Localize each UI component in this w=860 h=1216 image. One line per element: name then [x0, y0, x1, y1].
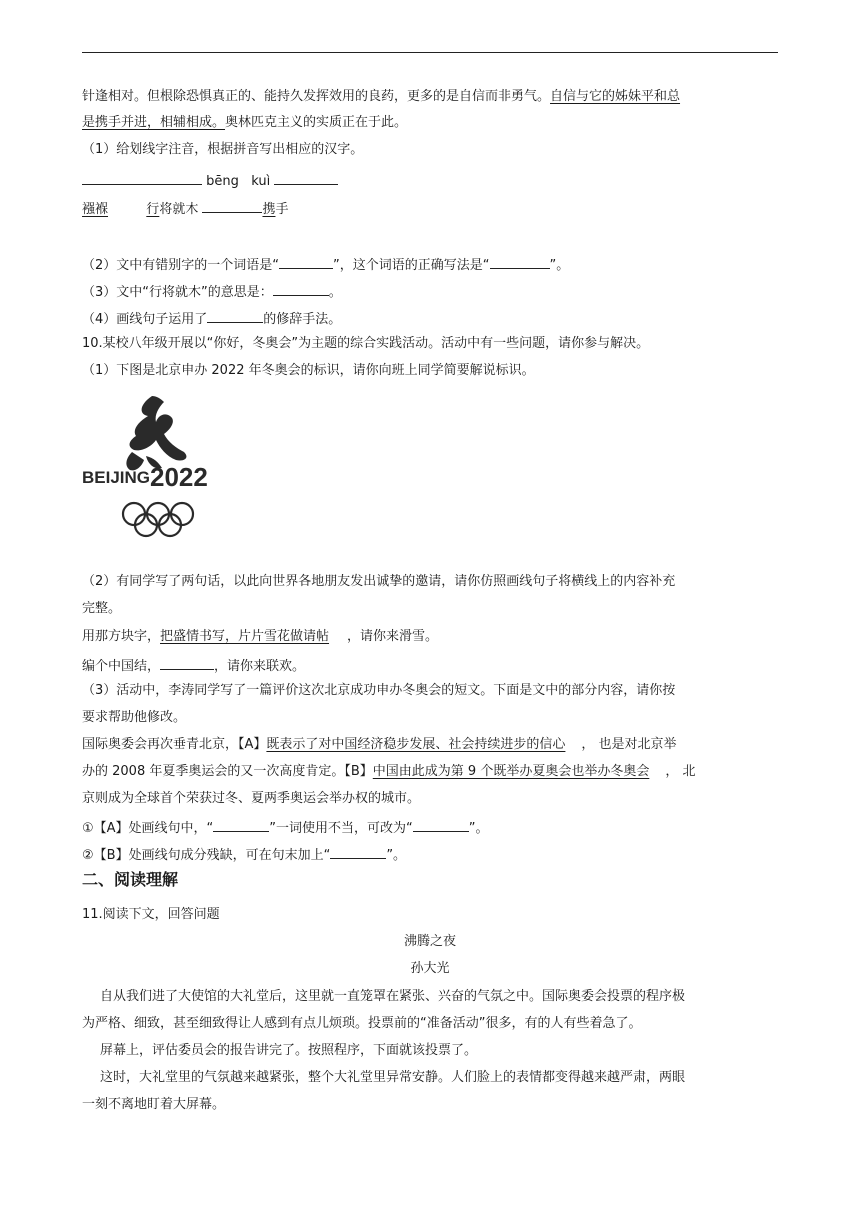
q9-underlined-sentence-end: 是携手并进，相辅相成。: [82, 115, 226, 130]
answer-blank[interactable]: [160, 655, 214, 670]
word-text: 手: [275, 202, 289, 217]
header-rule: [82, 52, 778, 53]
q10-text-line2: [82, 763, 695, 781]
q11-stem: 11.阅读下文，回答问题: [82, 907, 220, 922]
q10-text-line1: [82, 736, 677, 754]
q10-text: 国际奥委会再次垂青北京，【A】: [82, 737, 267, 752]
q10-text: 办的 2008 年夏季奥运会的又一次高度肯定。【B】: [82, 764, 373, 779]
olympic-rings-icon: [123, 503, 193, 536]
sentence-text: ，请你来联欢。: [214, 659, 306, 674]
q10-sentence1: [82, 628, 438, 646]
article-paragraph1-line2: 为严格、细致，甚至细致得让人感到有点儿烦琐。投票前的“准备活动”很多，有的人有些着急了。: [82, 1016, 642, 1031]
answer-blank[interactable]: [202, 198, 262, 213]
q10-correction1: [82, 817, 489, 838]
article-paragraph3-line2: 一刻不离地盯着大屏幕。: [82, 1097, 226, 1112]
answer-blank[interactable]: [413, 817, 469, 832]
q10-text-line3: 京则成为全球首个荣获过冬、夏两季奥运会举办权的城市。: [82, 791, 421, 806]
q10-sub2-line2: 完整。: [82, 601, 122, 616]
q9-sub2-text: ”。: [549, 258, 570, 273]
q10-stem: 10.某校八年级开展以“你好，冬奥会”为主题的综合实践活动。活动中有一些问题，请你参与解决。: [82, 336, 650, 351]
q10-c1-text: ”。: [468, 821, 489, 836]
answer-blank[interactable]: [142, 170, 202, 185]
sentence-underlined: 把盛情书写，片片雪花做请帖: [160, 629, 330, 644]
q9-sub4-text: （4）画线句子运用了: [82, 312, 208, 327]
q9-pinyin-row: [82, 170, 338, 191]
q9-sub1: （1）给划线字注音，根据拼音写出相应的汉字。: [82, 142, 364, 157]
q9-sub3-text: （3）文中“行将就木”的意思是：: [82, 285, 273, 300]
q9-sub2-text: ”，这个词语的正确写法是“: [333, 258, 490, 273]
q9-paragraph-line2: [82, 114, 407, 132]
pinyin-text: bēng: [206, 174, 239, 189]
q9-paragraph-line1: [82, 88, 680, 106]
q9-sub3: [82, 281, 342, 302]
answer-blank[interactable]: [274, 170, 338, 185]
q10-c2-text: ②【B】处画线句成分残缺，可在句末加上“: [82, 848, 331, 863]
q10-sub3-line2: 要求帮助他修改。: [82, 710, 187, 725]
q9-underlined-sentence: 自信与它的姊妹平和总: [550, 89, 681, 104]
beijing-2022-emblem-icon: [80, 390, 228, 540]
answer-blank[interactable]: [330, 844, 386, 859]
answer-blank[interactable]: [207, 308, 263, 323]
q9-text-end: 奥林匹克主义的实质正在于此。: [225, 115, 408, 130]
q9-words-row: [82, 198, 289, 219]
logo-beijing-text: BEIJING: [82, 468, 151, 487]
q10-c1-text: ①【A】处画线句中，“: [82, 821, 214, 836]
word-underlined: 襁褓: [82, 202, 109, 217]
section-heading: 二、阅读理解: [82, 870, 179, 889]
sentence-text: 编个中国结，: [82, 659, 161, 674]
answer-blank[interactable]: [279, 254, 333, 269]
q9-sub3-text: 。: [328, 285, 342, 300]
word-underlined: 行: [146, 202, 160, 217]
q10-underlined-a: 既表示了对中国经济稳步发展、社会持续进步的信心: [266, 737, 566, 752]
q9-sub2-text: （2）文中有错别字的一个词语是“: [82, 258, 280, 273]
word-text: 将就木: [159, 202, 199, 217]
answer-blank[interactable]: [490, 254, 550, 269]
pinyin-text: kuì: [251, 174, 271, 189]
article-paragraph1-line1: 自从我们进了大使馆的大礼堂后，这里就一直笼罩在紧张、兴奋的气氛之中。国际奥委会投票的程序极: [100, 989, 686, 1004]
q10-text: ， 也是对北京举: [581, 737, 677, 752]
beijing-2022-logo: [80, 390, 228, 540]
sentence-text: ，请你来滑雪。: [347, 629, 439, 644]
q10-text: ， 北: [665, 764, 696, 779]
article-author: 孙大光: [410, 961, 450, 976]
q10-c1-text: ”一词使用不当，可改为“: [269, 821, 413, 836]
answer-blank[interactable]: [273, 281, 329, 296]
q10-sentence2: [82, 655, 305, 676]
q10-c2-text: ”。: [386, 848, 407, 863]
logo-2022-text: 2022: [150, 462, 208, 492]
q10-underlined-b: 中国由此成为第 9 个既举办夏奥会也举办冬奥会: [372, 764, 650, 779]
article-title: 沸腾之夜: [403, 934, 456, 949]
answer-blank[interactable]: [213, 817, 269, 832]
q9-sub4-text: 的修辞手法。: [263, 312, 342, 327]
q10-correction2: [82, 844, 406, 865]
q10-sub3-line1: （3）活动中，李涛同学写了一篇评价这次北京成功申办冬奥会的短文。下面是文中的部分内容，请你按: [82, 683, 676, 698]
word-underlined: 携: [262, 202, 276, 217]
q10-sub1: （1）下图是北京申办 2022 年冬奥会的标识，请你向班上同学简要解说标识。: [82, 363, 535, 378]
q9-text: 针逢相对。但根除恐惧真正的、能持久发挥效用的良药，更多的是自信而非勇气。: [82, 89, 551, 104]
answer-blank[interactable]: [82, 170, 142, 185]
q10-sub2-line1: （2）有同学写了两句话，以此向世界各地朋友发出诚挚的邀请，请你仿照画线句子将横线上的内容补充: [82, 574, 676, 589]
article-paragraph2: 屏幕上，评估委员会的报告讲完了。按照程序，下面就该投票了。: [100, 1043, 478, 1058]
sentence-text: 用那方块字，: [82, 629, 161, 644]
q9-sub2: [82, 254, 569, 275]
article-paragraph3-line1: 这时，大礼堂里的气氛越来越紧张，整个大礼堂里异常安静。人们脸上的表情都变得越来越严肃，两眼: [100, 1070, 686, 1085]
q9-sub4: [82, 308, 341, 329]
